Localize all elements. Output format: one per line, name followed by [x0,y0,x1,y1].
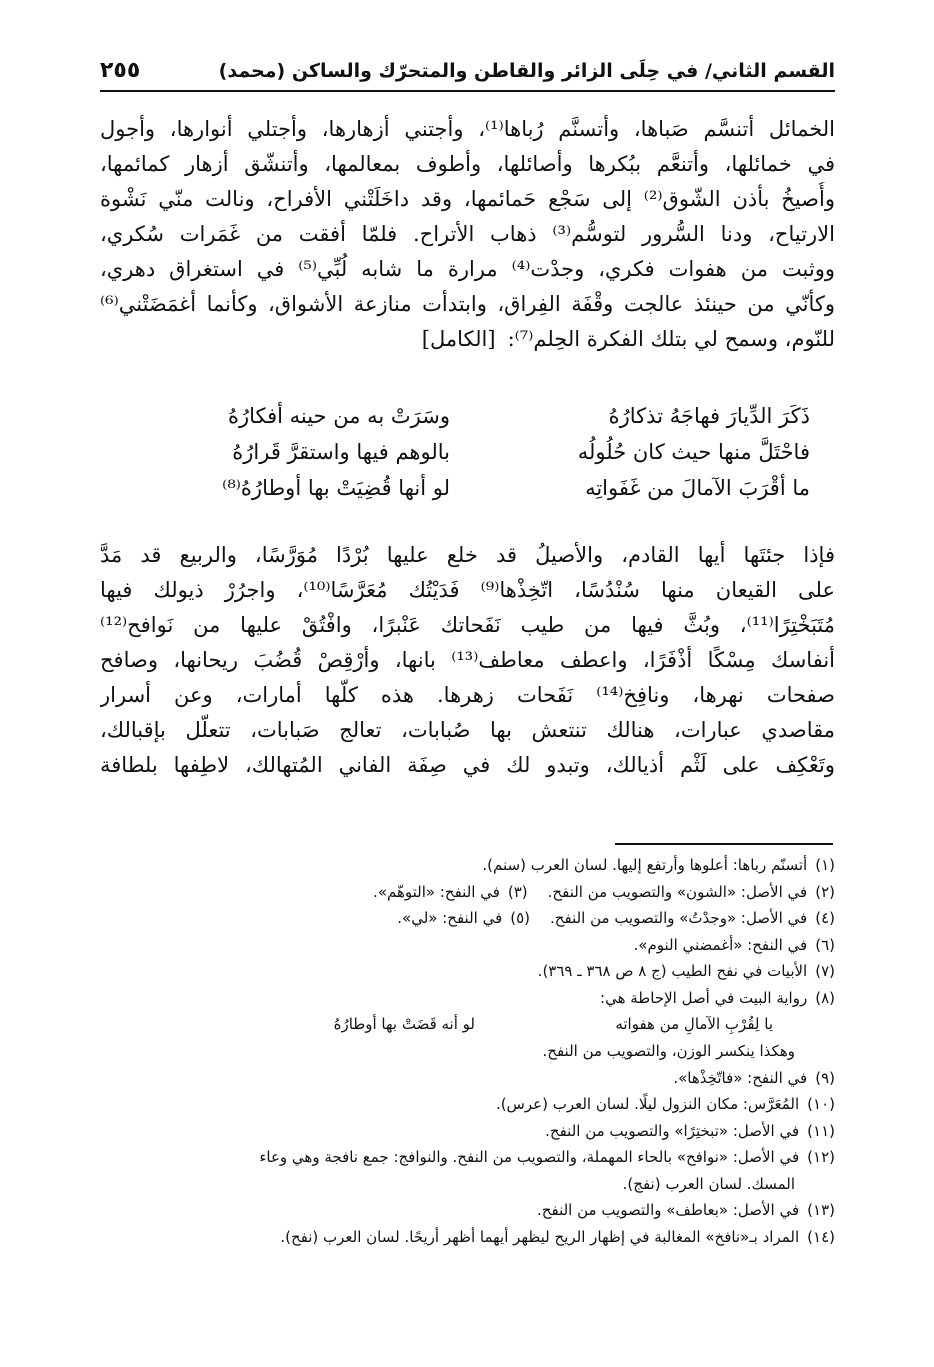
verse-first-hemistich: فاحْتَلَّ منها حيث كان حُلُولُه [577,440,810,464]
footnote-text: في النفح: «التوهّم». [373,882,500,901]
body-paragraph-1 [100,112,835,357]
footnote-text: في الأصل: «تبختِرًا» والتصويب من النفح. [545,1121,800,1140]
verse-second-hemistich: لو أنها قُضِيَتْ بها أوطارُهُ⁽⁸⁾ [222,476,450,500]
footnote-verse-second-hemistich: لو أنه قَضَتْ بها أوطارُهُ [333,1015,475,1033]
verse-second-hemistich: وسَرَتْ به من حينه أفكارُهُ [227,404,450,428]
footnotes [100,852,835,1250]
footnote [100,1118,835,1145]
text-line: في خمائلها، وأتنعَّم ببُكرها وأصائلها، وأطوف بمعالمها، وأتنشّق أزهار كمائمها، [100,152,835,176]
footnote-verse [100,1011,835,1038]
text-line: فإذا جئتَها أيها القادم، والأصيلُ قد خلع عليها بُرْدًا مُوَرَّسًا، والربيع قد مَدَّ [100,543,835,567]
text-line: على القيعان منها سُنْدُسًا، اتّخِذْها⁽⁹⁾ فَدَيْتُك مُعَرَّسًا⁽¹⁰⁾، واجرُرْ ذيولك فيها [100,578,835,602]
poem [130,398,810,506]
footnote-number: (٦) [815,935,835,954]
footnote-verse-first-hemistich: يا لِقُرْبِ الآمالِ من هفواته [615,1015,773,1033]
text-line: وأُصيخُ بأذن الشّوق⁽²⁾ إلى سَجْع حَمائمها، وقد داخَلَتْني الأفراح، ونالت منّي نَشْوة [100,187,835,211]
footnote-text: في الأصل: «وجدْتُ» والتصويب من النفح. [550,909,808,927]
footnote-text: في الأصل: «نوافح» بالحاء المهملة، والتصويب من النفح. والنوافج: جمع نافجة وهي وعاء [259,1148,800,1166]
footnote [100,1224,835,1251]
text-line: مقاصدي عبارات، هنالك تنتعش بها صُبابات، تعالج صَبابات، تتعلّل بإقبالك، [100,718,835,742]
footnote [100,879,835,906]
footnote-continuation [100,1171,835,1198]
footnote-text: في النفح: «لي». [397,909,503,927]
header-title: القسم الثاني/ في حِلَى الزائر والقاطن والمتحرّك والساكن (محمد) [218,60,835,82]
footnote [100,1197,835,1224]
text-line: الخمائل أتنسَّم صَباها، وأتسنَّم رُباها⁽¹⁾، وأجتني أزهارها، وأجتلي أنوارها، وأجول [100,117,835,141]
footnote-text: رواية البيت في أصل الإحاطة هي: [600,988,808,1007]
footnote-number: (١٤) [807,1227,835,1246]
footnote [100,905,835,932]
footnote-number: (١٣) [807,1201,835,1219]
poem-verse [130,398,810,434]
footnote-number: (١) [815,856,835,874]
footnote-text: المراد بـ«نافخ» المغالبة في إظهار الريح ليظهر أيهما أظهر أريحًا. لسان العرب (نفح). [280,1227,800,1246]
verse-second-hemistich: بالوهم فيها واستقرَّ قَرارُهُ [232,440,450,464]
text-line: وكأنّي من حينئذ عالجت وقْفَة الفِراق، وابتدأت منازعة الأشواق، وكأنما أغمَضَتْني⁽⁶⁾ [100,292,835,316]
footnote-number: (٢) [815,882,835,901]
verse-first-hemistich: ذَكَرَ الدِّيارَ فهاجَهُ تذكارُهُ [608,404,810,428]
footnote-text: في النفح: «أغمضني النوم». [633,935,808,954]
footnote [100,985,835,1012]
footnote-text: أتسنّم رباها: أعلوها وأرتفع إليها. لسان العرب (سنم). [482,856,808,874]
footnote-text: في الأصل: «بعاطف» والتصويب من النفح. [537,1201,800,1219]
text-line: صفحات نهرها، ونافِخ⁽¹⁴⁾ نَفَحات زهرها. هذه كلّها أمارات، وعن أسرار [100,683,835,707]
poem-verse [130,434,810,470]
page-number: ٢٥٥ [100,58,141,83]
footnote-number: (٩) [815,1068,835,1087]
footnote [100,958,835,985]
footnote [100,932,835,959]
verse-first-hemistich: ما أقْرَبَ الآمالَ من غَفَواتِه [585,476,810,500]
footnote-number: (١٠) [807,1095,835,1113]
footnote-text: في الأصل: «الشون» والتصويب من النفح. [547,882,808,901]
text-line: وتَعْكِف على لَثْم أذيالك، وتبدو لك في صِفَة الفاني المُتهالك، لاطِفها بلطافة [100,753,835,777]
text-line: ووثبت من هفوات فكري، وجدْت⁽⁴⁾ مرارة ما شابه لُبِّي⁽⁵⁾ في استغراق دهري، [100,257,835,281]
footnote-divider [615,843,833,845]
footnote-number: (٤) [815,909,835,927]
footnote-text: المُعَرَّس: مكان النزول ليلًا. لسان العرب (عرس). [495,1095,800,1113]
footnote-text: المسك. لسان العرب (نفج). [622,1174,795,1193]
body-paragraph-2 [100,538,835,783]
text-line-content: للنّوم، وسمح لي بتلك الفكرة الحِلم⁽⁷⁾: [507,327,835,351]
footnote-continuation: وهكذا ينكسر الوزن، والتصويب من النفح. [542,1042,795,1060]
footnote [100,1144,835,1171]
footnote-text: الأبيات في نفح الطيب (ج ٨ ص ٣٦٨ ـ ٣٦٩). [537,962,808,980]
footnote-text: في النفح: «فاتّخِذْها». [673,1068,808,1087]
footnote-number: (٣) [507,882,528,901]
poem-verse [130,470,810,506]
running-header [100,56,835,92]
poetic-meter-label: [الكامل] [421,327,496,351]
text-line: الارتياح، ودنا السُّرور لتوسُّم⁽³⁾ ذهاب الأتراح. فلمّا أفقت من غَمَرات سُكري، [100,222,835,246]
footnote-number: (٨) [815,988,835,1007]
footnote [100,1091,835,1118]
text-line [100,322,835,357]
footnote-number: (١٢) [807,1148,835,1166]
footnote [100,1065,835,1092]
footnote-number: (٧) [815,962,835,980]
footnote-number: (٥) [510,909,531,927]
footnote-number: (١١) [807,1121,835,1140]
text-line: مُتَبَخْتِرًا⁽¹¹⁾، وبُثَّ فيها من طيب نَفَحاتك عَنْبرًا، وافْتُقْ عليها من نَوافح⁽¹²⁾ [100,613,835,637]
text-line: أنفاسك مِسْكًا أذْفَرًا، واعطف معاطف⁽¹³⁾ بانها، وأرْقِصْ قُضُبَ ريحانها، وصافح [100,648,835,672]
footnote [100,852,835,879]
